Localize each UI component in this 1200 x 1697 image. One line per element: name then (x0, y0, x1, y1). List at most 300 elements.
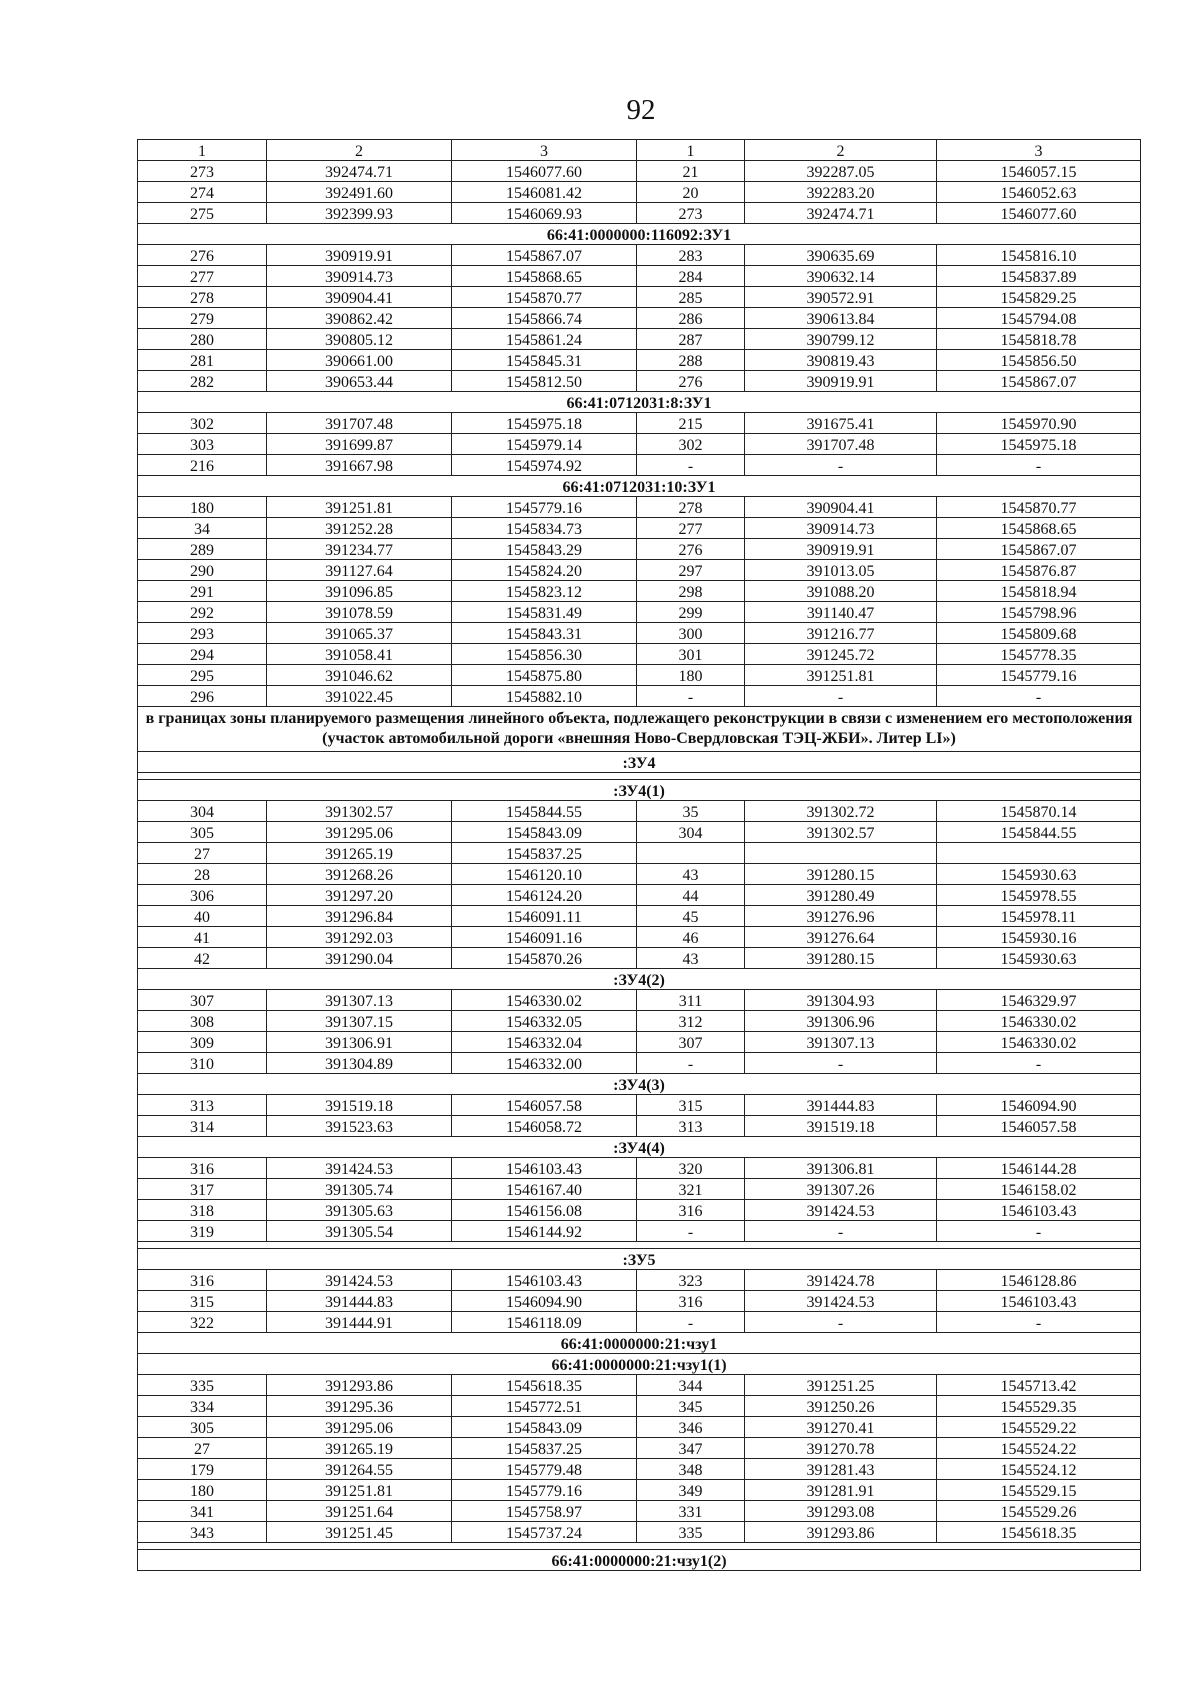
x-coordinate: 391250.26 (745, 1396, 937, 1417)
y-coordinate: 1546103.43 (452, 1158, 637, 1179)
x-coordinate: 391251.25 (745, 1375, 937, 1396)
table-row (138, 1522, 1141, 1543)
x-coordinate: 391265.19 (267, 1438, 452, 1459)
table-row (138, 885, 1141, 906)
point-number: 341 (138, 1501, 267, 1522)
table-row (138, 203, 1141, 224)
point-number: 346 (637, 1417, 745, 1438)
y-coordinate: 1545975.18 (937, 434, 1141, 455)
x-coordinate: 391234.77 (267, 539, 452, 560)
table-row (138, 497, 1141, 518)
point-number: 281 (138, 350, 267, 371)
x-coordinate: 391251.64 (267, 1501, 452, 1522)
x-coordinate: 391296.84 (267, 906, 452, 927)
y-coordinate: 1545861.24 (452, 329, 637, 350)
point-number: 293 (138, 623, 267, 644)
header-row (138, 140, 1141, 161)
point-number: 317 (138, 1179, 267, 1200)
point-number: 278 (637, 497, 745, 518)
y-coordinate: 1546332.04 (452, 1032, 637, 1053)
point-number: 27 (138, 1438, 267, 1459)
x-coordinate: 390919.91 (745, 371, 937, 392)
x-coordinate: 390635.69 (745, 245, 937, 266)
point-number: 301 (637, 644, 745, 665)
y-coordinate: 1545867.07 (937, 371, 1141, 392)
y-coordinate: 1545794.08 (937, 308, 1141, 329)
x-coordinate: 391293.08 (745, 1501, 937, 1522)
y-coordinate: 1545837.25 (452, 1438, 637, 1459)
x-coordinate: 391519.18 (745, 1116, 937, 1137)
column-header: 3 (452, 140, 637, 161)
y-coordinate: 1545844.55 (937, 822, 1141, 843)
y-coordinate: 1545843.09 (452, 1417, 637, 1438)
x-coordinate: 392474.71 (267, 161, 452, 182)
y-coordinate: 1545779.16 (452, 497, 637, 518)
x-coordinate: 391699.87 (267, 434, 452, 455)
x-coordinate: 391078.59 (267, 602, 452, 623)
point-number: 305 (138, 1417, 267, 1438)
table-row (138, 1501, 1141, 1522)
point-number: 299 (637, 602, 745, 623)
table-row (138, 1459, 1141, 1480)
y-coordinate: 1545870.77 (452, 287, 637, 308)
y-coordinate: 1546077.60 (937, 203, 1141, 224)
spacer-cell (138, 773, 1141, 780)
x-coordinate: 391276.96 (745, 906, 937, 927)
point-number: 285 (637, 287, 745, 308)
section-title: 66:41:0000000:21:чзу1(1) (138, 1354, 1141, 1375)
section-header-row (138, 780, 1141, 801)
table-row (138, 1438, 1141, 1459)
table-row (138, 1179, 1141, 1200)
zone-note-row (138, 707, 1141, 752)
section-title: :ЗУ4(2) (138, 969, 1141, 990)
point-number: 278 (138, 287, 267, 308)
y-coordinate: 1546103.43 (937, 1200, 1141, 1221)
point-number: 319 (138, 1221, 267, 1242)
x-coordinate: 391281.43 (745, 1459, 937, 1480)
table-row (138, 329, 1141, 350)
section-title: 66:41:0712031:10:ЗУ1 (138, 476, 1141, 497)
point-number: 331 (637, 1501, 745, 1522)
point-number: 282 (138, 371, 267, 392)
point-number: 41 (138, 927, 267, 948)
x-coordinate: 391022.45 (267, 686, 452, 707)
y-coordinate: 1545843.31 (452, 623, 637, 644)
x-coordinate: 391307.13 (745, 1032, 937, 1053)
y-coordinate: 1546094.90 (452, 1291, 637, 1312)
point-number: 180 (637, 665, 745, 686)
point-number: 305 (138, 822, 267, 843)
x-coordinate: 391424.78 (745, 1270, 937, 1291)
table-row (138, 1200, 1141, 1221)
point-number: 297 (637, 560, 745, 581)
y-coordinate: 1545868.65 (452, 266, 637, 287)
point-number: 300 (637, 623, 745, 644)
x-coordinate: 391307.13 (267, 990, 452, 1011)
spacer-cell (138, 1242, 1141, 1249)
x-coordinate: 390805.12 (267, 329, 452, 350)
y-coordinate: 1546332.05 (452, 1011, 637, 1032)
point-number: 283 (637, 245, 745, 266)
y-coordinate: 1545868.65 (937, 518, 1141, 539)
x-coordinate: - (745, 1221, 937, 1242)
x-coordinate: 391065.37 (267, 623, 452, 644)
table-row (138, 1011, 1141, 1032)
x-coordinate: 391276.64 (745, 927, 937, 948)
y-coordinate: 1545524.12 (937, 1459, 1141, 1480)
y-coordinate: 1546124.20 (452, 885, 637, 906)
point-number: 46 (637, 927, 745, 948)
point-number: 34 (138, 518, 267, 539)
point-number: 290 (138, 560, 267, 581)
point-number: 321 (637, 1179, 745, 1200)
point-number: 275 (138, 203, 267, 224)
table-row (138, 1270, 1141, 1291)
x-coordinate: 391302.72 (745, 801, 937, 822)
point-number: 288 (637, 350, 745, 371)
y-coordinate: 1545529.26 (937, 1501, 1141, 1522)
y-coordinate: 1545529.15 (937, 1480, 1141, 1501)
x-coordinate: 390904.41 (745, 497, 937, 518)
x-coordinate: 391306.96 (745, 1011, 937, 1032)
coordinates-table (137, 139, 1141, 1571)
y-coordinate: 1546330.02 (937, 1011, 1141, 1032)
table-row (138, 822, 1141, 843)
x-coordinate: 391306.91 (267, 1032, 452, 1053)
x-coordinate: 392491.60 (267, 182, 452, 203)
point-number: 42 (138, 948, 267, 969)
x-coordinate: 391268.26 (267, 864, 452, 885)
point-number: 287 (637, 329, 745, 350)
y-coordinate: 1545843.09 (452, 822, 637, 843)
y-coordinate: 1545970.90 (937, 413, 1141, 434)
point-number: - (637, 1053, 745, 1074)
y-coordinate: 1545882.10 (452, 686, 637, 707)
x-coordinate: 391307.15 (267, 1011, 452, 1032)
point-number: - (637, 1312, 745, 1333)
x-coordinate: 391444.83 (267, 1291, 452, 1312)
x-coordinate: 392283.20 (745, 182, 937, 203)
x-coordinate: 392474.71 (745, 203, 937, 224)
y-coordinate: 1546332.00 (452, 1053, 637, 1074)
point-number: 27 (138, 843, 267, 864)
x-coordinate: 391293.86 (745, 1522, 937, 1543)
table-row (138, 413, 1141, 434)
y-coordinate: 1545978.11 (937, 906, 1141, 927)
y-coordinate: 1545812.50 (452, 371, 637, 392)
x-coordinate: 391295.06 (267, 1417, 452, 1438)
table-row (138, 434, 1141, 455)
y-coordinate: 1545816.10 (937, 245, 1141, 266)
point-number: 215 (637, 413, 745, 434)
x-coordinate: 390919.91 (745, 539, 937, 560)
y-coordinate: 1545845.31 (452, 350, 637, 371)
y-coordinate: 1545930.16 (937, 927, 1141, 948)
y-coordinate: 1545618.35 (452, 1375, 637, 1396)
y-coordinate: 1546069.93 (452, 203, 637, 224)
y-coordinate: 1546094.90 (937, 1095, 1141, 1116)
table-row (138, 644, 1141, 665)
point-number: 277 (138, 266, 267, 287)
section-header-row (138, 224, 1141, 245)
y-coordinate: 1546091.11 (452, 906, 637, 927)
x-coordinate: 391046.62 (267, 665, 452, 686)
point-number: 273 (138, 161, 267, 182)
table-row (138, 623, 1141, 644)
point-number (637, 843, 745, 864)
y-coordinate: 1545870.77 (937, 497, 1141, 518)
x-coordinate: - (745, 455, 937, 476)
spacer-row (138, 1242, 1141, 1249)
table-row (138, 350, 1141, 371)
y-coordinate: 1546167.40 (452, 1179, 637, 1200)
section-title: 66:41:0000000:21:чзу1(2) (138, 1550, 1141, 1571)
y-coordinate: 1545823.12 (452, 581, 637, 602)
x-coordinate: 391058.41 (267, 644, 452, 665)
y-coordinate: 1545618.35 (937, 1522, 1141, 1543)
section-header-row (138, 1137, 1141, 1158)
x-coordinate: 391096.85 (267, 581, 452, 602)
y-coordinate: 1545779.16 (937, 665, 1141, 686)
point-number: 44 (637, 885, 745, 906)
table-row (138, 518, 1141, 539)
x-coordinate: 391519.18 (267, 1095, 452, 1116)
y-coordinate: 1545979.14 (452, 434, 637, 455)
y-coordinate: 1545779.48 (452, 1459, 637, 1480)
point-number: 180 (138, 497, 267, 518)
point-number: 274 (138, 182, 267, 203)
x-coordinate: 390632.14 (745, 266, 937, 287)
point-number: 292 (138, 602, 267, 623)
zone-note: в границах зоны планируемого размещения линейного объекта, подлежащего реконструкции в связи с изменением его местоположения (участок автомобильной дороги «внешняя Ново-Свердловская ТЭЦ-ЖБИ». Литер LI») (138, 707, 1141, 752)
y-coordinate: 1546158.02 (937, 1179, 1141, 1200)
x-coordinate: 391424.53 (267, 1158, 452, 1179)
x-coordinate: 391216.77 (745, 623, 937, 644)
x-coordinate: 391667.98 (267, 455, 452, 476)
column-header: 2 (267, 140, 452, 161)
point-number: 343 (138, 1522, 267, 1543)
y-coordinate: 1545818.94 (937, 581, 1141, 602)
section-title: 66:41:0000000:21:чзу1 (138, 1333, 1141, 1354)
point-number: 307 (637, 1032, 745, 1053)
point-number: 311 (637, 990, 745, 1011)
y-coordinate: 1545870.26 (452, 948, 637, 969)
y-coordinate: 1545876.87 (937, 560, 1141, 581)
x-coordinate: 391424.53 (267, 1270, 452, 1291)
table-row (138, 665, 1141, 686)
x-coordinate: 390572.91 (745, 287, 937, 308)
y-coordinate: 1545837.89 (937, 266, 1141, 287)
x-coordinate: - (745, 1053, 937, 1074)
x-coordinate: 391523.63 (267, 1116, 452, 1137)
section-header-row (138, 1333, 1141, 1354)
y-coordinate: 1546057.58 (937, 1116, 1141, 1137)
y-coordinate: 1545930.63 (937, 948, 1141, 969)
y-coordinate: 1545870.14 (937, 801, 1141, 822)
y-coordinate: 1546057.58 (452, 1095, 637, 1116)
y-coordinate: 1545844.55 (452, 801, 637, 822)
point-number: 43 (637, 864, 745, 885)
y-coordinate: 1545758.97 (452, 1501, 637, 1522)
table-row (138, 1291, 1141, 1312)
x-coordinate: 391295.36 (267, 1396, 452, 1417)
y-coordinate: - (937, 1053, 1141, 1074)
y-coordinate: 1546081.42 (452, 182, 637, 203)
point-number: 314 (138, 1116, 267, 1137)
x-coordinate: 390613.84 (745, 308, 937, 329)
column-header: 3 (937, 140, 1141, 161)
y-coordinate: 1546330.02 (452, 990, 637, 1011)
point-number: 294 (138, 644, 267, 665)
point-number: 296 (138, 686, 267, 707)
x-coordinate: 391281.91 (745, 1480, 937, 1501)
x-coordinate: 391302.57 (267, 801, 452, 822)
x-coordinate: 391280.49 (745, 885, 937, 906)
x-coordinate: 391251.81 (267, 1480, 452, 1501)
table-row (138, 990, 1141, 1011)
y-coordinate: 1545524.22 (937, 1438, 1141, 1459)
section-title: :ЗУ4(4) (138, 1137, 1141, 1158)
section-title: :ЗУ5 (138, 1249, 1141, 1270)
y-coordinate: 1545798.96 (937, 602, 1141, 623)
table-row (138, 906, 1141, 927)
point-number: 335 (637, 1522, 745, 1543)
x-coordinate: 391304.89 (267, 1053, 452, 1074)
point-number: 45 (637, 906, 745, 927)
point-number: 304 (138, 801, 267, 822)
x-coordinate: 391305.74 (267, 1179, 452, 1200)
table-row (138, 182, 1141, 203)
y-coordinate: 1545713.42 (937, 1375, 1141, 1396)
y-coordinate: 1546329.97 (937, 990, 1141, 1011)
point-number: 279 (138, 308, 267, 329)
x-coordinate: 391140.47 (745, 602, 937, 623)
x-coordinate: 390799.12 (745, 329, 937, 350)
point-number: 308 (138, 1011, 267, 1032)
y-coordinate: 1545856.30 (452, 644, 637, 665)
table-row (138, 1417, 1141, 1438)
y-coordinate: 1546120.10 (452, 864, 637, 885)
point-number: 284 (637, 266, 745, 287)
point-number: 315 (138, 1291, 267, 1312)
x-coordinate: 391424.53 (745, 1200, 937, 1221)
point-number: 348 (637, 1459, 745, 1480)
section-header-row (138, 1354, 1141, 1375)
y-coordinate (937, 843, 1141, 864)
y-coordinate: 1545737.24 (452, 1522, 637, 1543)
y-coordinate: 1546144.28 (937, 1158, 1141, 1179)
y-coordinate: 1545529.35 (937, 1396, 1141, 1417)
x-coordinate: 391251.81 (267, 497, 452, 518)
y-coordinate: 1546103.43 (937, 1291, 1141, 1312)
point-number: 28 (138, 864, 267, 885)
section-header-row (138, 1249, 1141, 1270)
point-number: - (637, 686, 745, 707)
table-row (138, 1158, 1141, 1179)
table-row (138, 927, 1141, 948)
section-title: 66:41:0000000:116092:ЗУ1 (138, 224, 1141, 245)
table-row (138, 864, 1141, 885)
point-number: 306 (138, 885, 267, 906)
y-coordinate: 1546091.16 (452, 927, 637, 948)
column-header: 2 (745, 140, 937, 161)
point-number: 289 (138, 539, 267, 560)
table-row (138, 1312, 1141, 1333)
table-row (138, 287, 1141, 308)
x-coordinate (745, 843, 937, 864)
y-coordinate: 1545867.07 (937, 539, 1141, 560)
x-coordinate: 391270.78 (745, 1438, 937, 1459)
point-number: 286 (637, 308, 745, 329)
point-number: 316 (637, 1291, 745, 1312)
table-row (138, 1375, 1141, 1396)
table-row (138, 581, 1141, 602)
x-coordinate: 391675.41 (745, 413, 937, 434)
x-coordinate: 391707.48 (745, 434, 937, 455)
point-number: 20 (637, 182, 745, 203)
table-row (138, 1116, 1141, 1137)
y-coordinate: 1546052.63 (937, 182, 1141, 203)
y-coordinate: 1545834.73 (452, 518, 637, 539)
point-number: 277 (637, 518, 745, 539)
y-coordinate: 1545978.55 (937, 885, 1141, 906)
x-coordinate: 391280.15 (745, 864, 937, 885)
point-number: - (637, 1221, 745, 1242)
x-coordinate: 391707.48 (267, 413, 452, 434)
x-coordinate: 391304.93 (745, 990, 937, 1011)
point-number: 276 (637, 539, 745, 560)
x-coordinate: 391252.28 (267, 518, 452, 539)
y-coordinate: 1545975.18 (452, 413, 637, 434)
point-number: 180 (138, 1480, 267, 1501)
y-coordinate: 1545818.78 (937, 329, 1141, 350)
point-number: 40 (138, 906, 267, 927)
point-number: 43 (637, 948, 745, 969)
x-coordinate: 391245.72 (745, 644, 937, 665)
y-coordinate: 1545875.80 (452, 665, 637, 686)
table-row (138, 843, 1141, 864)
spacer-row (138, 1543, 1141, 1550)
point-number: - (637, 455, 745, 476)
spacer-cell (138, 1543, 1141, 1550)
x-coordinate: 391306.81 (745, 1158, 937, 1179)
point-number: 323 (637, 1270, 745, 1291)
point-number: 35 (637, 801, 745, 822)
x-coordinate: 391265.19 (267, 843, 452, 864)
y-coordinate: 1546103.43 (452, 1270, 637, 1291)
y-coordinate: 1546128.86 (937, 1270, 1141, 1291)
section-header-row (138, 1550, 1141, 1571)
point-number: 345 (637, 1396, 745, 1417)
y-coordinate: 1545772.51 (452, 1396, 637, 1417)
y-coordinate: 1545831.49 (452, 602, 637, 623)
y-coordinate: 1545843.29 (452, 539, 637, 560)
table-row (138, 1480, 1141, 1501)
point-number: 316 (138, 1270, 267, 1291)
point-number: 316 (138, 1158, 267, 1179)
x-coordinate: 391444.91 (267, 1312, 452, 1333)
table-row (138, 455, 1141, 476)
x-coordinate: 390653.44 (267, 371, 452, 392)
table-row (138, 602, 1141, 623)
x-coordinate: 390914.73 (745, 518, 937, 539)
table-row (138, 1095, 1141, 1116)
y-coordinate: - (937, 686, 1141, 707)
x-coordinate: 391280.15 (745, 948, 937, 969)
point-number: 313 (138, 1095, 267, 1116)
x-coordinate: 391302.57 (745, 822, 937, 843)
